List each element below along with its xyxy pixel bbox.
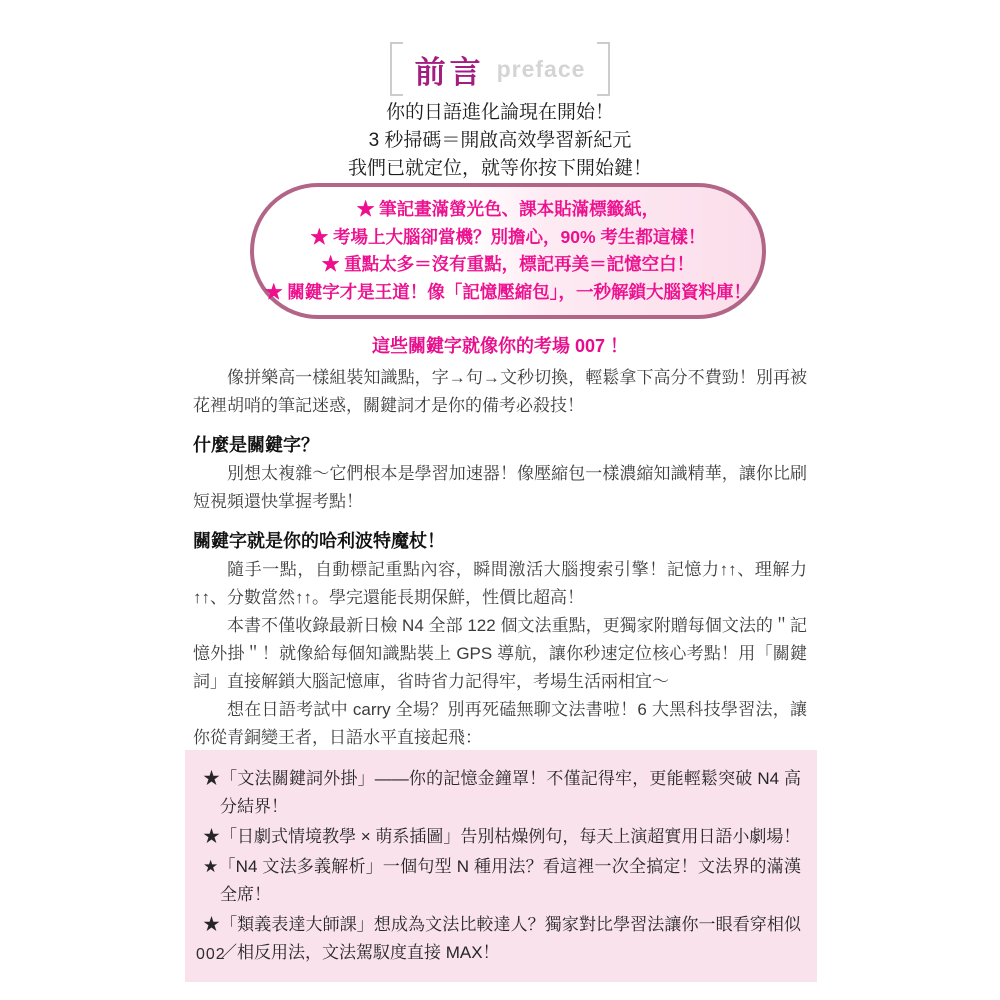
intro-line: 我們已就定位，就等你按下開始鍵！ xyxy=(347,158,652,179)
paragraph: 隨手一點，自動標記重點內容，瞬間激活大腦搜索引擎！記憶力↑↑、理解力↑↑、分數當然↑↑。學完還能長期保鮮，性價比超高！ xyxy=(193,560,807,607)
left-bracket-decoration xyxy=(390,42,403,96)
page-subtitle: preface xyxy=(496,55,586,82)
feature-item: ★「N4 文法多義解析」一個句型 N 種用法？看這裡一次全搞定！文法界的滿漢全席！ xyxy=(203,857,801,904)
feature-item: ★「文法關鍵詞外掛」——你的記憶金鐘罩！不僅記得牢，更能輕鬆突破 N4 高分結界！ xyxy=(203,769,801,816)
feature-item: ★「類義表達大師課」想成為文法比較達人？獨家對比學習法讓你一眼看穿相似／相反用法，文法駕馭度直接 MAX！ xyxy=(203,915,801,962)
highlight-pill-box xyxy=(250,183,766,319)
highlight-item: ★ 考場上大腦卻當機？別擔心，90% 考生都這樣！ xyxy=(310,226,706,247)
intro-line: 3 秒掃碼＝開啟高效學習新紀元 xyxy=(368,130,632,151)
section-heading-what-is-keyword: 什麼是關鍵字？ xyxy=(193,435,319,455)
intro-line: 你的日語進化論現在開始！ xyxy=(385,102,614,123)
section-heading-magic-wand: 關鍵字就是你的哈利波特魔杖！ xyxy=(193,531,445,551)
title-bracket-frame xyxy=(376,42,625,96)
section-heading-keywords-007: 這些關鍵字就像你的考場 007 ！ xyxy=(371,336,629,356)
highlight-item: ★ 筆記畫滿螢光色、課本貼滿標籤紙， xyxy=(356,199,660,219)
highlight-item: ★ 關鍵字才是王道！像「記憶壓縮包」，一秒解鎖大腦資料庫！ xyxy=(264,281,752,302)
page-title: 前言 xyxy=(414,54,485,90)
paragraph: 想在日語考試中 carry 全場？別再死磕無聊文法書啦！6 大黑科技學習法，讓你從青銅變王者，日語水平直接起飛： xyxy=(193,700,807,747)
feature-item: ★「日劇式情境教學 × 萌系插圖」告別枯燥例句，每天上演超實用日語小劇場！ xyxy=(203,827,801,846)
page-number: 002 xyxy=(196,946,226,963)
features-box xyxy=(185,750,817,982)
highlight-item: ★ 重點太多＝沒有重點，標記再美＝記憶空白！ xyxy=(321,254,695,274)
right-bracket-decoration xyxy=(597,42,610,96)
page-header xyxy=(0,42,1000,96)
paragraph: 別想太複雜～它們根本是學習加速器！像壓縮包一樣濃縮知識精華，讓你比刷短視頻還快掌握考點！ xyxy=(193,464,807,511)
body-content xyxy=(193,334,807,752)
paragraph: 像拼樂高一樣組裝知識點，字→句→文秒切換，輕鬆拿下高分不費勁！別再被花裡胡哨的筆記迷惑，關鍵詞才是你的備考必殺技！ xyxy=(193,368,807,415)
intro-block xyxy=(0,99,1000,183)
paragraph: 本書不僅收錄最新日檢 N4 全部 122 個文法重點，更獨家附贈每個文法的＂記憶外掛＂！就像給每個知識點裝上 GPS 導航，讓你秒速定位核心考點！用「關鍵詞」直接解鎖大腦記憶庫，省時省力記得牢，考場生活兩相宜～ xyxy=(193,616,807,691)
